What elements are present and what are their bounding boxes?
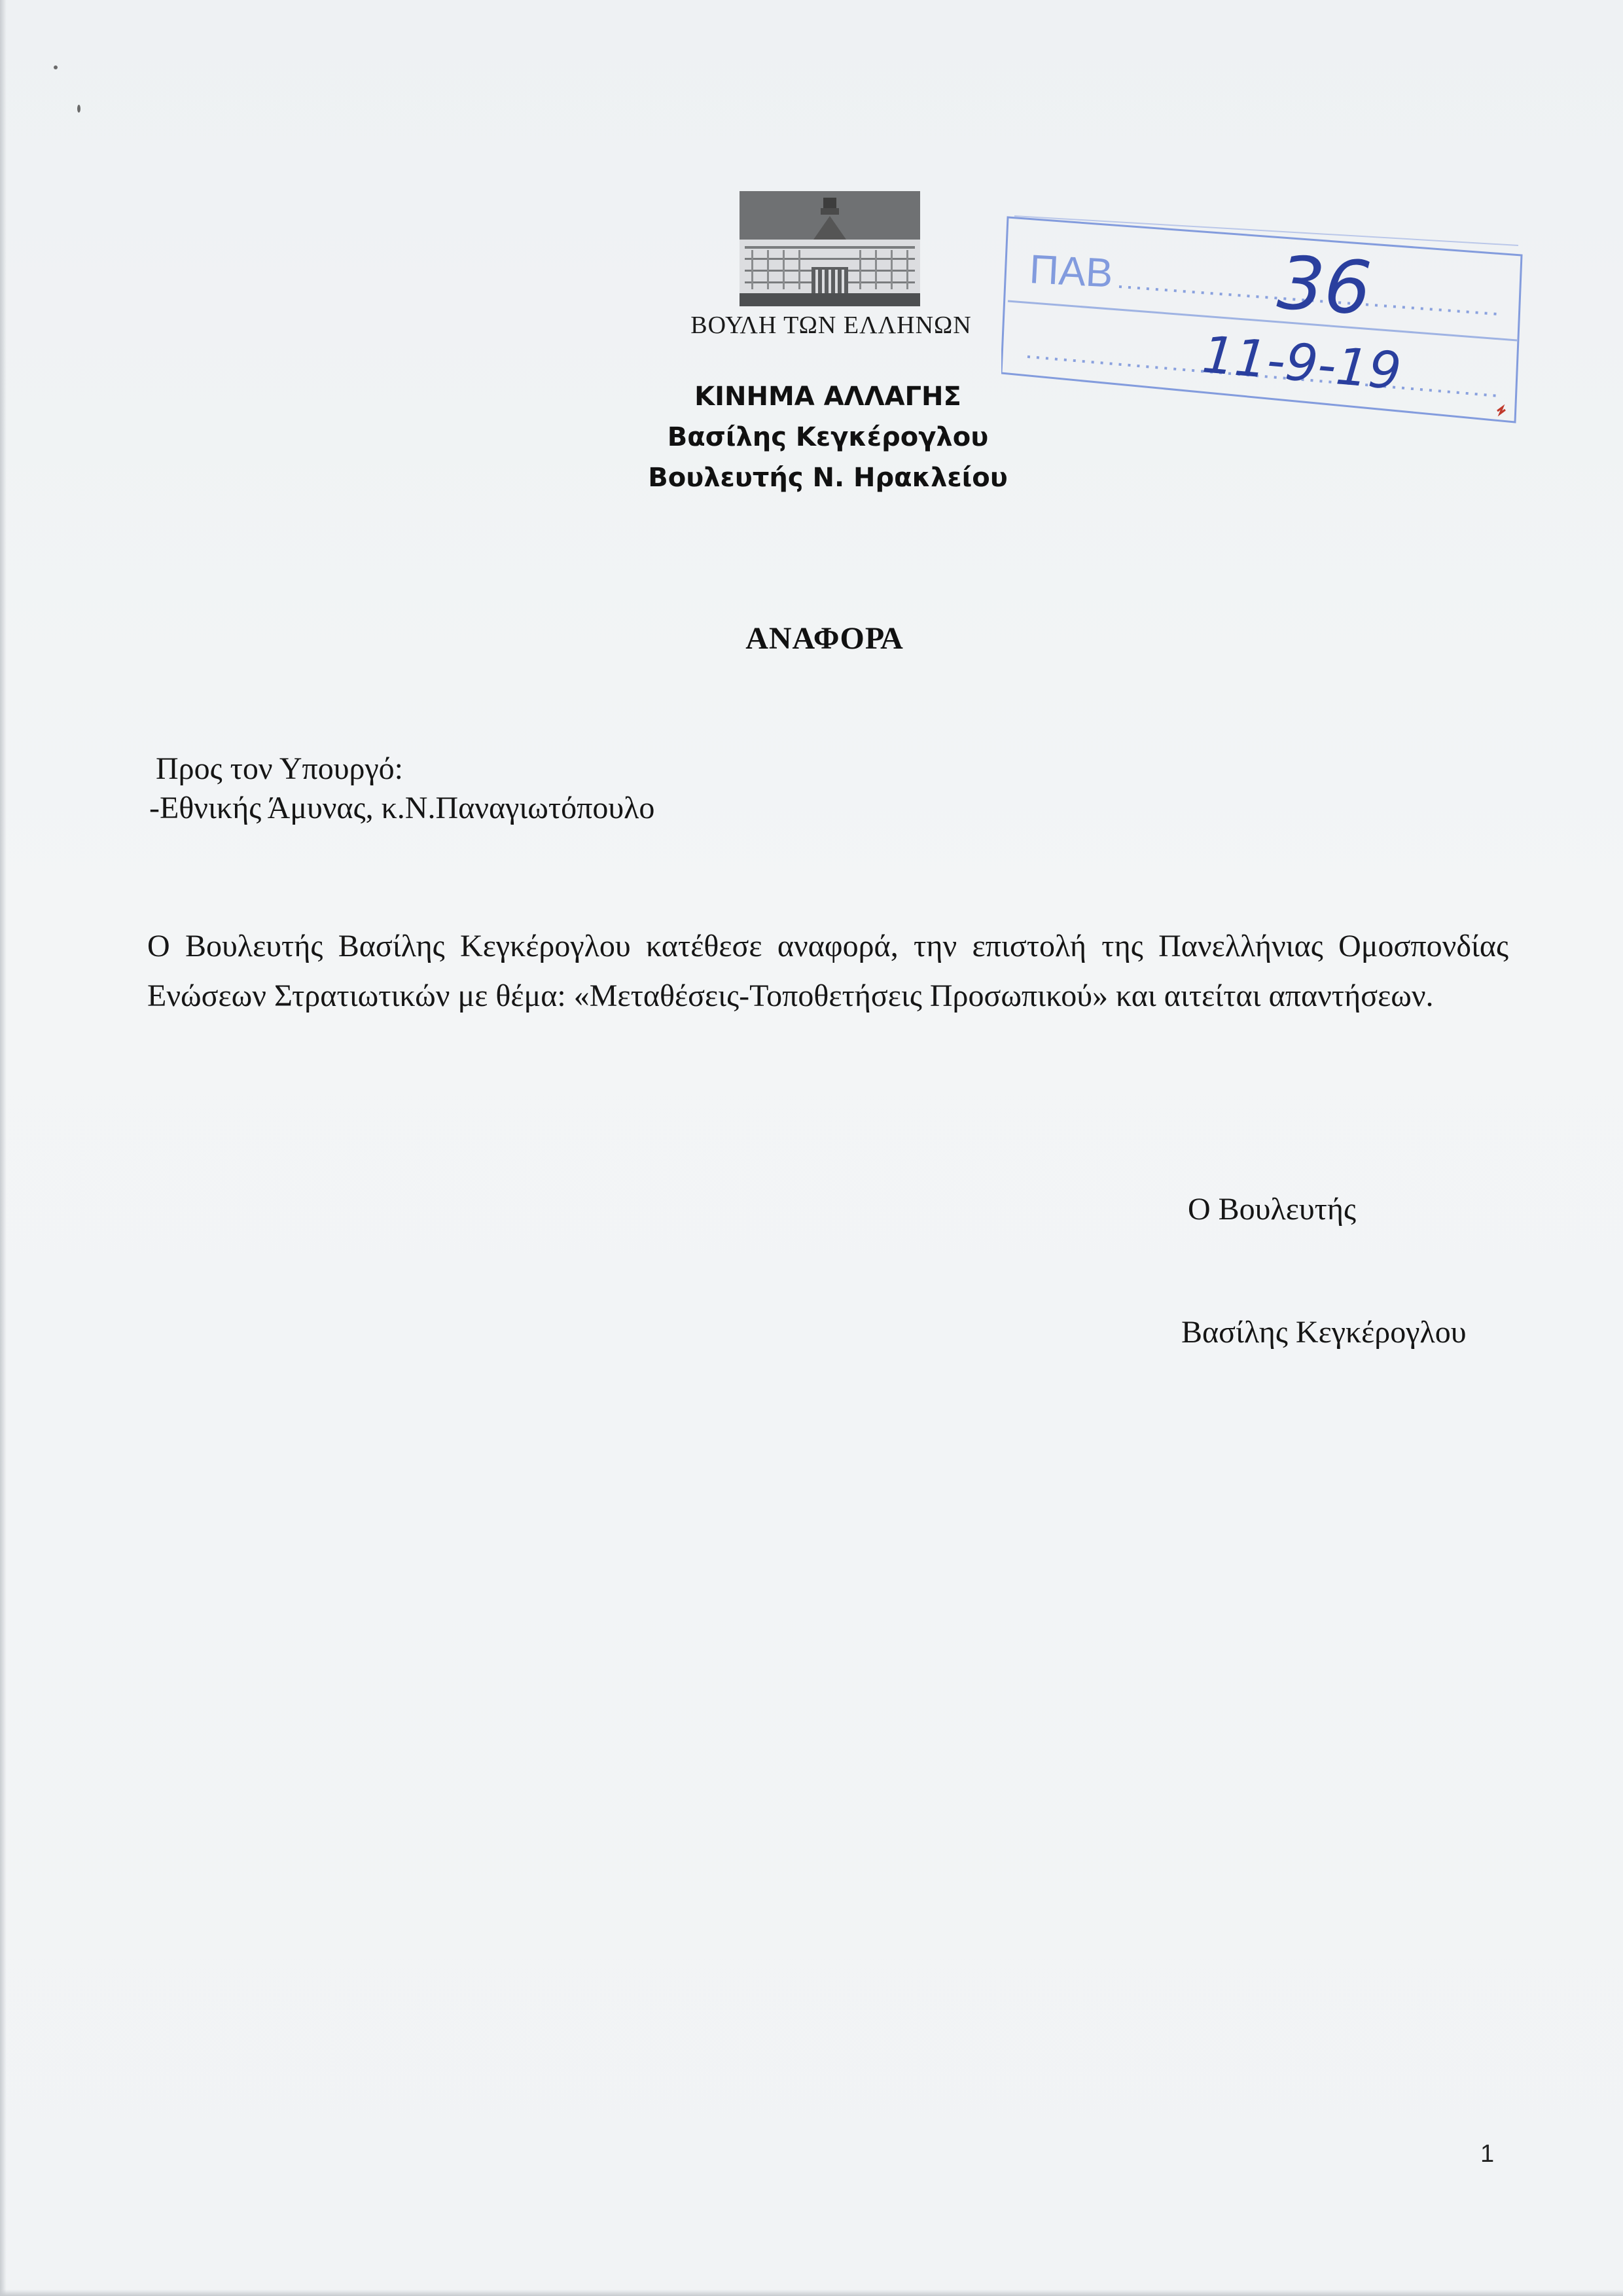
scan-edge-left bbox=[0, 0, 7, 2296]
stamp-prefix: ΠΑΒ bbox=[1028, 247, 1115, 296]
parliament-building-emblem bbox=[738, 190, 921, 308]
scan-edge-bottom bbox=[0, 2289, 1623, 2296]
recipient-name: -Εθνικής Άμυνας, κ.Ν.Παναγιωτόπουλο bbox=[149, 791, 655, 825]
scan-speck bbox=[54, 65, 58, 69]
registry-stamp bbox=[1001, 209, 1525, 425]
page-number: 1 bbox=[1480, 2140, 1495, 2168]
parliament-name: ΒΟΥΛΗ ΤΩΝ ΕΛΛΗΝΩΝ bbox=[690, 312, 972, 339]
party-name: ΚΙΝΗΜΑ ΑΛΛΑΓΗΣ bbox=[694, 382, 961, 412]
signature-title: Ο Βουλευτής bbox=[1188, 1192, 1357, 1227]
stamp-mark bbox=[1497, 407, 1505, 414]
stamp-number: 36 bbox=[1275, 240, 1374, 332]
body-paragraph: Ο Βουλευτής Βασίλης Κεγκέρογλου κατέθεσε αναφορά, την επιστολή της Πανελλήνιας Ομοσπονδίας Ενώσεων Στρατιωτικών με θέμα: «Μεταθέσεις-Τοποθετήσεις Προσωπικού» και αιτείται απαντήσεων. bbox=[147, 929, 1508, 1013]
stamp-date: 11-9-19 bbox=[1200, 325, 1404, 402]
scan-speck bbox=[77, 105, 80, 113]
recipient-label: Προς τον Υπουργό: bbox=[156, 751, 403, 786]
signature-name: Βασίλης Κεγκέρογλου bbox=[1181, 1315, 1467, 1350]
document-title: ΑΝΑΦΟΡΑ bbox=[745, 621, 904, 656]
mp-name-header: Βασίλης Κεγκέρογλου bbox=[667, 422, 989, 452]
recipient-block bbox=[149, 749, 1000, 828]
mp-role: Βουλευτής Ν. Ηρακλείου bbox=[648, 463, 1008, 493]
